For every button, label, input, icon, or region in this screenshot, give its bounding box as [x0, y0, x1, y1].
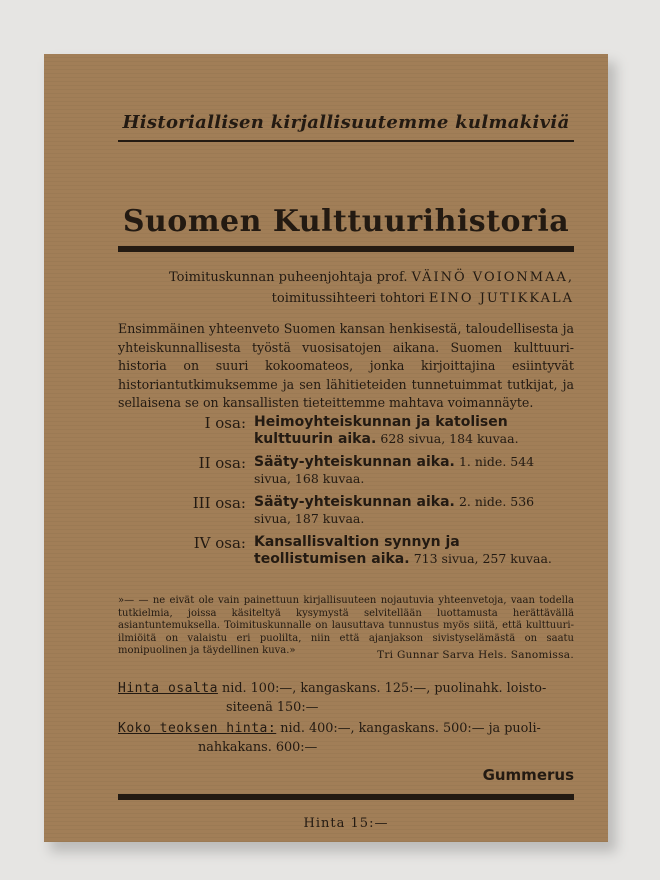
- volume-item: [118, 534, 574, 568]
- publisher-name: Gummerus: [482, 766, 574, 784]
- price-continuation: siteenä 150:—: [226, 700, 319, 715]
- cover-price: Hinta 15:—: [303, 816, 389, 831]
- volume-item: [118, 414, 574, 448]
- editor-1-role: Toimituskunnan puheenjohtaja prof.: [169, 270, 408, 285]
- editor-line-1: [118, 267, 574, 288]
- price-full-work: [118, 719, 574, 757]
- quote-source: Tri Gunnar Sarva Hels. Sanomissa.: [377, 649, 574, 661]
- bottom-rule: [118, 794, 574, 800]
- volume-details: 713 sivua, 257 kuvaa.: [413, 551, 552, 566]
- editor-line-2: [118, 288, 574, 309]
- volume-details: 628 sivua, 184 kuvaa.: [380, 431, 519, 446]
- price-text: nid. 100:—, kangaskans. 125:—, puolinahk. loisto-: [222, 681, 547, 696]
- main-title: Suomen Kulttuurihistoria: [122, 204, 570, 239]
- volume-label: I osa:: [204, 414, 246, 432]
- title-rule: [118, 246, 574, 252]
- volume-title: Sääty-yhteiskunnan aika.: [254, 494, 455, 510]
- volume-label: III osa:: [192, 494, 246, 512]
- price-label: Koko teoksen hinta:: [118, 721, 277, 736]
- editor-2-role: toimitussihteeri tohtori: [271, 291, 425, 306]
- volume-label: IV osa:: [193, 534, 246, 552]
- editor-1-name: VÄINÖ VOIONMAA,: [411, 270, 574, 285]
- volume-label: II osa:: [198, 454, 246, 472]
- volume-item: [118, 494, 574, 528]
- volume-details: 1. nide. 544 sivua, 168 kuvaa.: [254, 454, 535, 486]
- editor-2-name: EINO JUTIKKALA: [428, 291, 574, 306]
- price-continuation: nahkakans. 600:—: [198, 740, 318, 755]
- intro-paragraph: Ensimmäinen yhteenveto Suomen kansan henkisestä, taloudellisesta ja yhteiskunnallisesta työstä vuosisatojen aikana. Suomen kulttuuri-historia on suuri kokoomateos, jonka kirjoittajina esiintyvät historiantutkimuksemme ja sen lähitieteiden tunnetuimmat tutkijat, ja sellaisena se on kansallisten tieteittemme mahtava voimannäyte.: [118, 321, 574, 411]
- volume-title: Sääty-yhteiskunnan aika.: [254, 454, 455, 470]
- volume-title: Kansallisvaltion synnyn ja teollistumisen aika.: [254, 534, 460, 567]
- volume-list: [118, 414, 574, 574]
- review-quote: »— — ne eivät ole vain painettuun kirjallisuuteen nojautuvia yhteenvetoja, vaan todella tutkielmia, joissa käsiteltyä kysymystä selvitellään luottamusta herättävällä asiantuntemuksella. Toimituskunnalle on lausuttava tunnustus myös siitä, että kulttuuri-ilmiöitä on valaistu eri puolilta, niin että ajanjakson sivistyselämästä on saatu monipuolinen ja täydellinen kuva.»: [118, 595, 574, 656]
- editors-block: [118, 267, 574, 309]
- price-per-volume: [118, 679, 574, 717]
- series-title: Historiallisen kirjallisuutemme kulmakiviä: [122, 112, 570, 133]
- book-back-cover: [44, 54, 608, 842]
- price-text: nid. 400:—, kangaskans. 500:— ja puoli-: [280, 721, 541, 736]
- volume-title: Heimoyhteiskunnan ja katolisen kulttuurin aika.: [254, 414, 508, 447]
- price-label: Hinta osalta: [118, 681, 218, 696]
- volume-details: 2. nide. 536 sivua, 187 kuvaa.: [254, 494, 535, 526]
- volume-item: [118, 454, 574, 488]
- series-rule: [118, 140, 574, 142]
